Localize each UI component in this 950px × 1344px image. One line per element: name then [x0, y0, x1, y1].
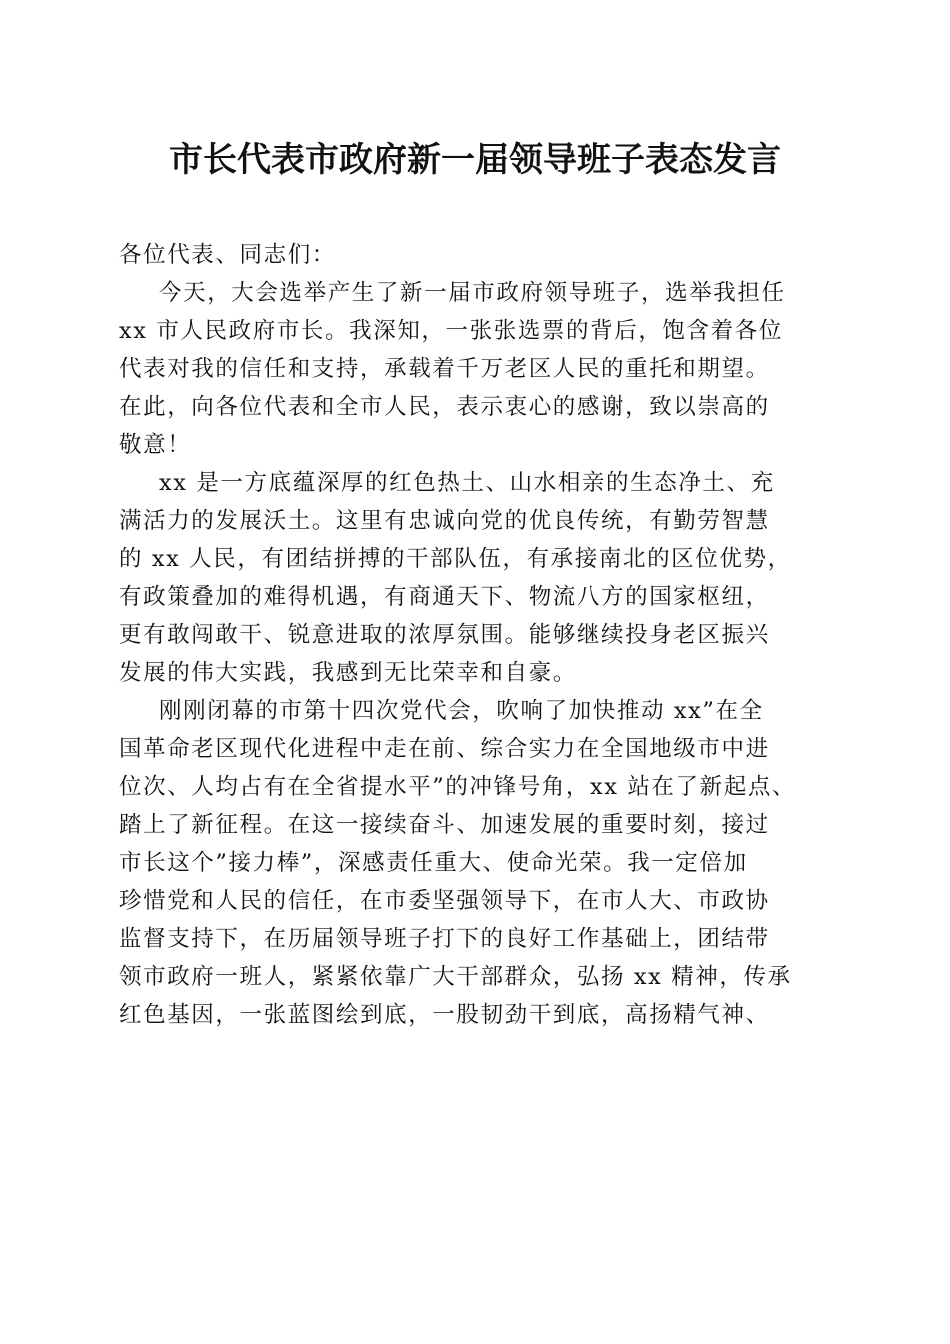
text-line: 代表对我的信任和支持，承载着千万老区人民的重托和期望。 [119, 356, 770, 382]
text-line: 踏上了新征程。在这一接续奋斗、加速发展的重要时刻，接过 [119, 812, 770, 838]
text-line: 更有敢闯敢干、锐意进取的浓厚氛围。能够继续投身老区振兴 [119, 622, 770, 648]
text-line: 刚刚闭幕的市第十四次党代会，吹响了加快推动 xx”在全 [159, 698, 764, 724]
text-line: 敬意！ [119, 432, 192, 458]
text-line: 领市政府一班人，紧紧依靠广大干部群众，弘扬 xx 精神，传承 [119, 964, 792, 990]
text-line: xx 市人民政府市长。我深知，一张张选票的背后，饱含着各位 [119, 318, 783, 344]
text-line: 满活力的发展沃土。这里有忠诚向党的优良传统，有勤劳智慧 [119, 508, 770, 534]
document-body [119, 236, 841, 1034]
text-line: 发展的伟大实践，我感到无比荣幸和自豪。 [119, 660, 577, 686]
text-line: 在此，向各位代表和全市人民，表示衷心的感谢，致以崇高的 [119, 394, 770, 420]
text-line: 位次、人均占有在全省提水平”的冲锋号角，xx 站在了新起点、 [119, 774, 797, 800]
text-line: 国革命老区现代化进程中走在前、综合实力在全国地级市中进 [119, 736, 770, 762]
text-line: 有政策叠加的难得机遇，有商通天下、物流八方的国家枢纽， [119, 584, 770, 610]
text-line: 的 xx 人民，有团结拼搏的干部队伍，有承接南北的区位优势， [119, 546, 792, 572]
text-line: 红色基因，一张蓝图绘到底，一股韧劲干到底，高扬精气神、 [119, 1002, 770, 1028]
text-line: 今天，大会选举产生了新一届市政府领导班子，选举我担任 [159, 280, 786, 306]
text-line: 各位代表、同志们： [119, 242, 336, 268]
text-line: 珍惜党和人民的信任，在市委坚强领导下，在市人大、市政协 [119, 888, 770, 914]
text-line: xx 是一方底蕴深厚的红色热土、山水相亲的生态净土、充 [159, 470, 775, 496]
text-line: 监督支持下，在历届领导班子打下的良好工作基础上，团结带 [119, 926, 770, 952]
text-line: 市长这个”接力棒”，深感责任重大、使命光荣。我一定倍加 [119, 850, 748, 876]
document-title: 市长代表市政府新一届领导班子表态发言 [169, 140, 781, 180]
